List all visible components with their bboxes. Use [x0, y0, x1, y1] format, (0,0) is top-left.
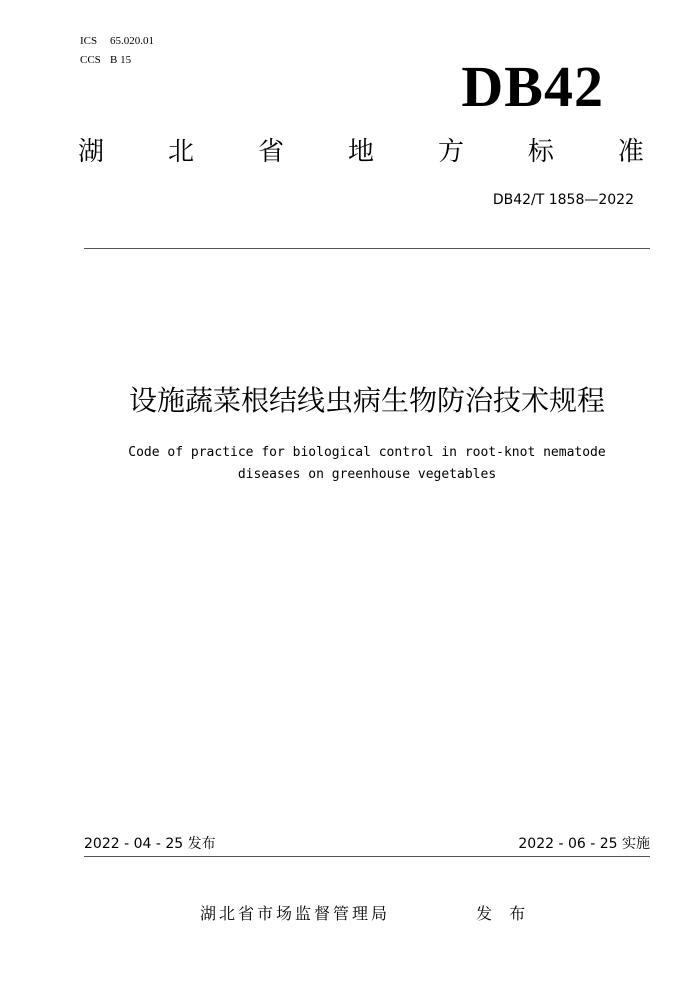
- ics-code: [80, 34, 154, 48]
- ccs-value: B 15: [110, 54, 132, 66]
- standard-number: DB42/T 1858—2022: [492, 192, 634, 208]
- bottom-divider: [84, 856, 650, 857]
- issuing-authority: 湖北省市场监督管理局: [200, 904, 391, 923]
- implement-date: 2022 - 06 - 25 实施: [518, 836, 650, 852]
- english-title-line: Code of practice for biological control in root-knot nematode: [128, 445, 606, 460]
- document-title-english: [100, 442, 634, 486]
- heading-char: 准: [617, 137, 644, 167]
- top-divider: [84, 248, 650, 249]
- english-title-line: diseases on greenhouse vegetables: [237, 467, 497, 482]
- ics-label: ICS: [80, 35, 98, 47]
- heading-char: 省: [257, 137, 284, 167]
- heading-char: 北: [167, 137, 194, 167]
- heading-char: 标: [527, 137, 554, 167]
- publish-date: 2022 - 04 - 25 发布: [84, 836, 216, 852]
- ccs-label: CCS: [80, 54, 101, 66]
- ccs-code: [80, 53, 131, 67]
- heading-char: 地: [347, 137, 374, 167]
- standard-logo: DB42: [461, 54, 604, 119]
- document-title-chinese: 设施蔬菜根结线虫病生物防治技术规程: [128, 384, 605, 417]
- heading-char: 方: [437, 137, 464, 167]
- issue-label: 发 布: [476, 904, 532, 923]
- ics-value: 65.020.01: [110, 35, 154, 47]
- standard-type-heading: [78, 134, 644, 170]
- heading-char: 湖: [78, 137, 105, 167]
